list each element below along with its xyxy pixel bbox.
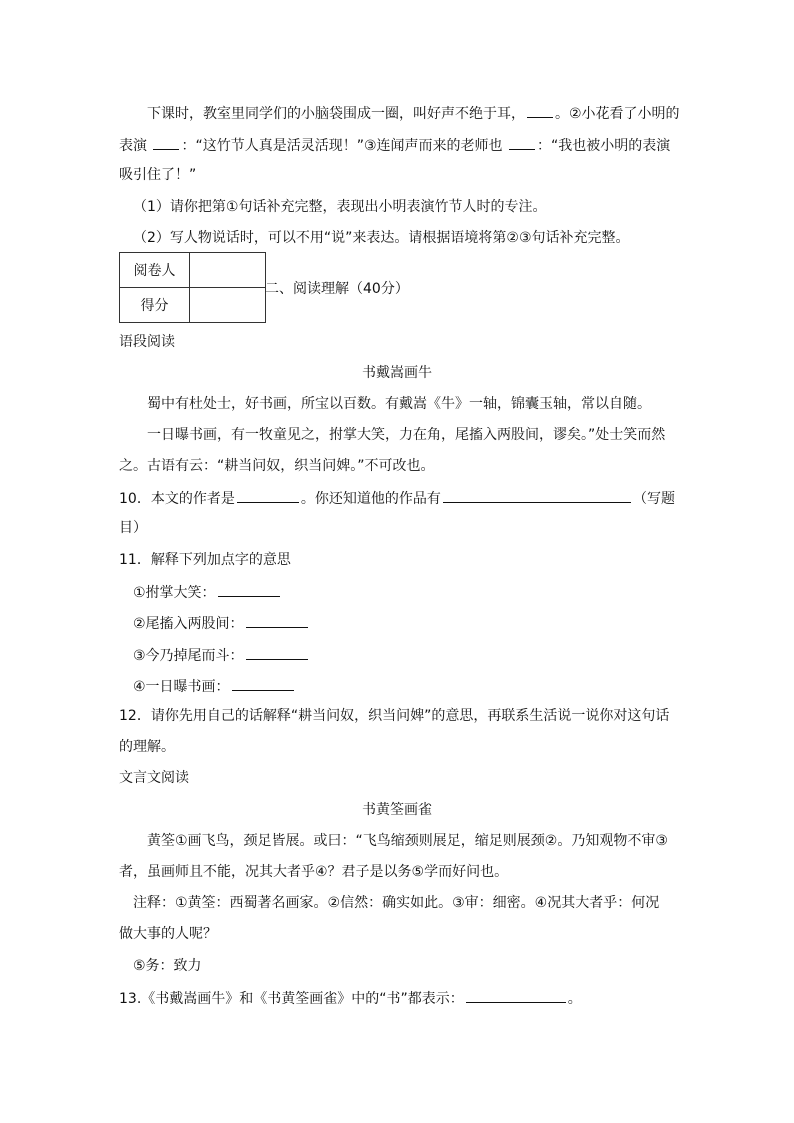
passage-2-type: 文言文阅读 xyxy=(119,770,189,786)
intro-line-1: 下课时，教室里同学们的小脑袋围成一圈，叫好声不绝于耳， 。②小花看了小明的 xyxy=(147,103,675,123)
score-label: 得分 xyxy=(120,288,190,323)
question-12-line1: 12．请你先用自己的话解释“耕当问奴，织当问婢”的意思，再联系生活说一说你对这句话 xyxy=(119,708,670,724)
notes-line-1: 注释：①黄筌：西蜀著名画家。②信然：确实如此。③审：细密。④况其大者乎：何况 xyxy=(133,895,660,911)
q11-item-2: ②尾搐入两股间： xyxy=(133,613,310,633)
question-10-cont: 目） xyxy=(119,520,147,536)
passage-2-title: 书黄筌画雀 xyxy=(362,802,432,818)
reviewer-field[interactable] xyxy=(190,253,266,288)
author-blank[interactable] xyxy=(237,488,299,503)
passage-1-title: 书戴嵩画牛 xyxy=(362,365,432,381)
notes-line-3: ⑤务：致力 xyxy=(133,958,202,974)
passage-1-p2b: 之。古语有云：“耕当问奴，织当问婢。”不可改也。 xyxy=(119,458,435,474)
question-13: 13.《书戴嵩画牛》和《书黄筌画雀》中的“书”都表示： 。 xyxy=(119,988,582,1008)
q11-item-3: ③今乃掉尾而斗： xyxy=(133,645,310,665)
task-2: （2）写人物说话时，可以不用“说”来表达。请根据语境将第②③句话补充完整。 xyxy=(133,230,630,246)
passage-1-type: 语段阅读 xyxy=(119,334,175,350)
answer-blank[interactable] xyxy=(232,676,294,691)
task-1: （1）请你把第①句话补充完整，表现出小明表演竹节人时的专注。 xyxy=(133,199,547,215)
answer-blank[interactable] xyxy=(218,582,280,597)
notes-line-2: 做大事的人呢？ xyxy=(119,926,217,942)
section-2-title: 二、阅读理解（40分） xyxy=(265,281,409,297)
score-table xyxy=(119,252,266,323)
answer-blank[interactable] xyxy=(246,645,308,660)
answer-blank[interactable] xyxy=(527,103,553,118)
intro-line-2: 表演 ：“这竹节人真是活灵活现！”③连闻声而来的老师也 ：“我也被小明的表演 xyxy=(119,135,670,155)
answer-blank[interactable] xyxy=(153,135,179,150)
reviewer-label: 阅卷人 xyxy=(120,253,190,288)
passage-1-p2a: 一日曝书画，有一牧童见之，拊掌大笑，力在角，尾搐入两股间，谬矣。”处士笑而然 xyxy=(147,427,666,443)
q11-item-4: ④一日曝书画： xyxy=(133,676,296,696)
question-11: 11．解释下列加点字的意思 xyxy=(119,552,291,568)
score-field[interactable] xyxy=(190,288,266,323)
answer-blank[interactable] xyxy=(466,988,566,1003)
passage-2-p1b: 者，虽画师且不能，况其大者乎④？君子是以务⑤学而好问也。 xyxy=(119,864,509,880)
answer-blank[interactable] xyxy=(509,135,535,150)
passage-1-p1: 蜀中有杜处士，好书画，所宝以百数。有戴嵩《牛》一轴，锦囊玉轴，常以自随。 xyxy=(147,396,651,412)
question-10: 10．本文的作者是 。你还知道他的作品有 （写题 xyxy=(119,488,675,508)
q11-item-1: ①拊掌大笑： xyxy=(133,582,282,602)
answer-blank[interactable] xyxy=(246,613,308,628)
question-12-line2: 的理解。 xyxy=(119,739,175,755)
passage-2-p1a: 黄筌①画飞鸟，颈足皆展。或曰：“飞鸟缩颈则展足，缩足则展颈②。乃知观物不审③ xyxy=(147,833,668,849)
intro-line-3: 吸引住了！” xyxy=(119,167,197,183)
works-blank[interactable] xyxy=(443,488,631,503)
